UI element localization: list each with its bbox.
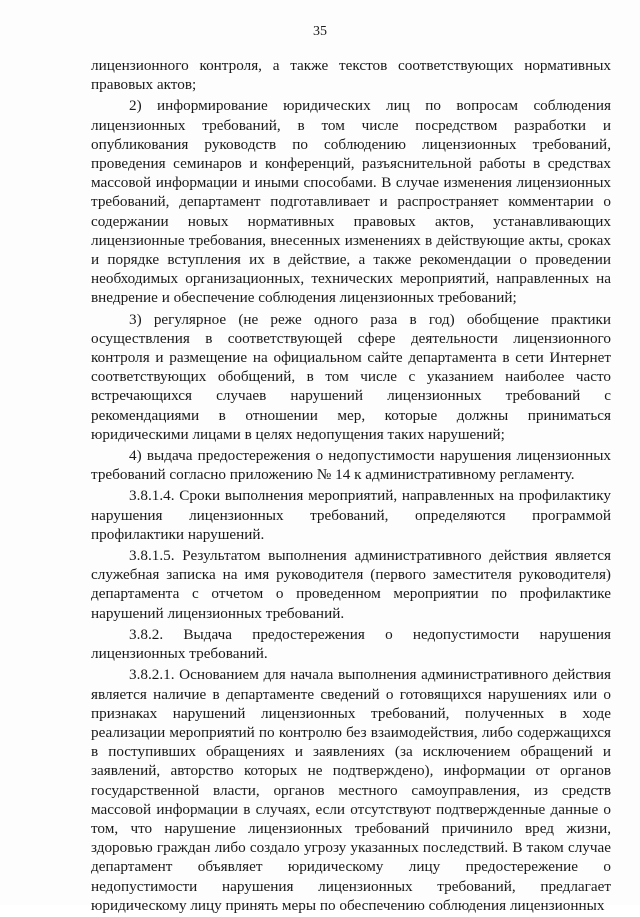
- paragraph-continuation: лицензионного контроля, а также текстов соответствующих нормативных правовых актов;: [91, 57, 611, 94]
- paragraph-3-8-2-1: 3.8.2.1. Основанием для начала выполнения административного действия является наличие в департаменте сведений о готовящихся нарушениях или о признаках нарушений лицензионных требований, полученных в ходе реализации мероприятий по контролю без взаимодействия, либо содержащихся в поступивших обращениях и заявлениях (за исключением обращений и заявлений, авторство которых не подтверждено), информации от органов государственной власти, органов местного самоуправления, из средств массовой информации в случаях, если отсутствуют подтвержденные данные о том, что нарушение лицензионных требований причинило вред жизни, здоровью граждан либо создало угрозу указанных последствий. В таком случае департамент объявляет юридическому лицу предостережение о недопустимости нарушения лицензионных требований, предлагает юридическому лицу принять меры по обеспечению соблюдения лицензионных: [91, 666, 611, 914]
- paragraph-item-2-informing: 2) информирование юридических лиц по вопросам соблюдения лицензионных требований, в том числе посредством разработки и опубликования руководств по соблюдению лицензионных требований, проведения семинаров и конференций, разъяснительной работы в средствах массовой информации и иными способами. В случае изменения лицензионных требований, департамент подготавливает и распространяет комментарии о содержании новых нормативных правовых актов, устанавливающих лицензионные требования, внесенных изменениях в действующие акты, сроках и порядке вступления их в действие, а также рекомендации о проведении необходимых организационных, технических мероприятий, направленных на внедрение и обеспечение соблюдения лицензионных требований;: [91, 97, 611, 307]
- paragraph-item-3-generalization: 3) регулярное (не реже одного раза в год) обобщение практики осуществления в соответствующей сфере деятельности лицензионного контроля и размещение на официальном сайте департамента в сети Интернет соответствующих обобщений, в том числе с указанием наиболее часто встречающихся случаев нарушений лицензионных требований с рекомендациями в отношении мер, которые должны приниматься юридическими лицами в целях недопущения таких нарушений;: [91, 310, 611, 443]
- paragraph-item-4-warning: 4) выдача предостережения о недопустимости нарушения лицензионных требований согласно приложению № 14 к административному регламенту.: [91, 447, 611, 484]
- document-body: [91, 56, 611, 917]
- page-number: 35: [313, 24, 327, 39]
- paragraph-3-8-1-5: 3.8.1.5. Результатом выполнения административного действия является служебная записка на имя руководителя (первого заместителя руководителя) департамента с отчетом о проведенном мероприятии по профилактике нарушений лицензионных требований.: [91, 547, 611, 622]
- paragraph-3-8-2: 3.8.2. Выдача предостережения о недопустимости нарушения лицензионных требований.: [91, 625, 611, 663]
- paragraph-3-8-1-4: 3.8.1.4. Сроки выполнения мероприятий, направленных на профилактику нарушения лицензионных требований, определяются программой профилактики нарушений.: [91, 487, 611, 543]
